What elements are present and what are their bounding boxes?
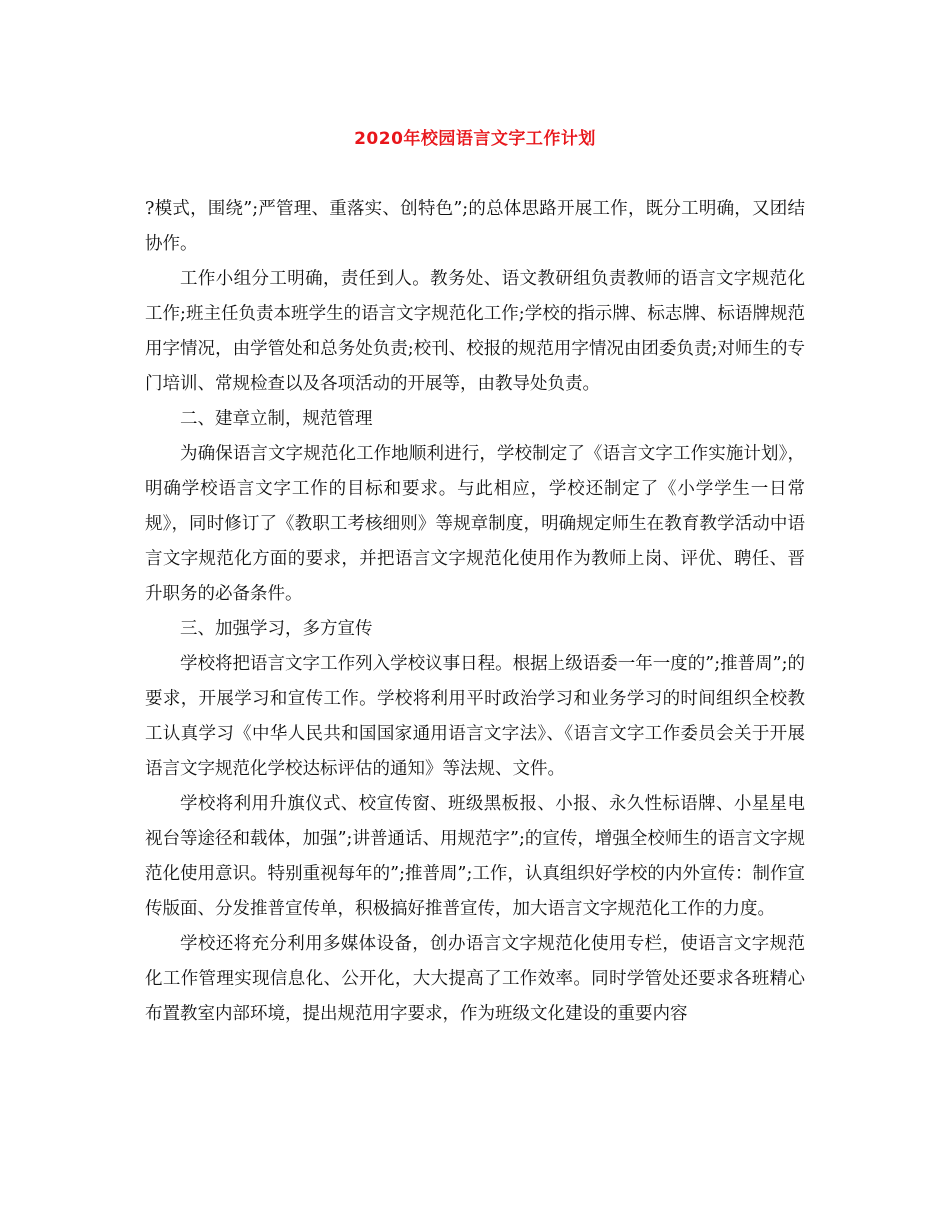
paragraph-publicity: 学校将利用升旗仪式、校宣传窗、班级黑板报、小报、永久性标语牌、小星星电视台等途径和载体，加强”;讲普通话、用规范字”;的宣传，增强全校师生的语言文字规范化使用意识。特别重视每年的”;推普周”;工作，认真组织好学校的内外宣传：制作宣传版面、分发推普宣传单，积极搞好推普宣传，加大语言文字规范化工作的力度。 <box>145 794 805 919</box>
paragraph-multimedia: 学校还将充分利用多媒体设备，创办语言文字规范化使用专栏，使语言文字规范化工作管理实现信息化、公开化，大大提高了工作效率。同时学管处还要求各班精心布置教室内部环境，提出规范用字要求，作为班级文化建设的重要内容 <box>145 934 805 1024</box>
document-body <box>145 192 805 1032</box>
paragraph-study: 学校将把语言文字工作列入学校议事日程。根据上级语委一年一度的”;推普周”;的要求，开展学习和宣传工作。学校将利用平时政治学习和业务学习的时间组织全校教工认真学习《中华人民共和国国家通用语言文字法》、《语言文字工作委员会关于开展语言文字规范化学校达标评估的通知》等法规、文件。 <box>145 654 805 779</box>
document-title: 2020年校园语言文字工作计划 <box>354 129 596 149</box>
paragraph-continuation: ?模式，围绕”;严管理、重落实、创特色”;的总体思路开展工作，既分工明确，又团结协作。 <box>145 199 805 254</box>
section-heading-2: 二、建章立制，规范管理 <box>180 409 373 429</box>
section-heading-3: 三、加强学习，多方宣传 <box>180 619 373 639</box>
paragraph-work-division: 工作小组分工明确，责任到人。教务处、语文教研组负责教师的语言文字规范化工作;班主任负责本班学生的语言文字规范化工作;学校的指示牌、标志牌、标语牌规范用字情况，由学管处和总务处负责;校刊、校报的规范用字情况由团委负责;对师生的专门培训、常规检查以及各项活动的开展等，由教导处负责。 <box>145 269 805 394</box>
paragraph-regulations: 为确保语言文字规范化工作地顺利进行，学校制定了《语言文字工作实施计划》，明确学校语言文字工作的目标和要求。与此相应，学校还制定了《小学学生一日常规》，同时修订了《教职工考核细则》等规章制度，明确规定师生在教育教学活动中语言文字规范化方面的要求，并把语言文字规范化使用作为教师上岗、评优、聘任、晋升职务的必备条件。 <box>145 444 805 604</box>
